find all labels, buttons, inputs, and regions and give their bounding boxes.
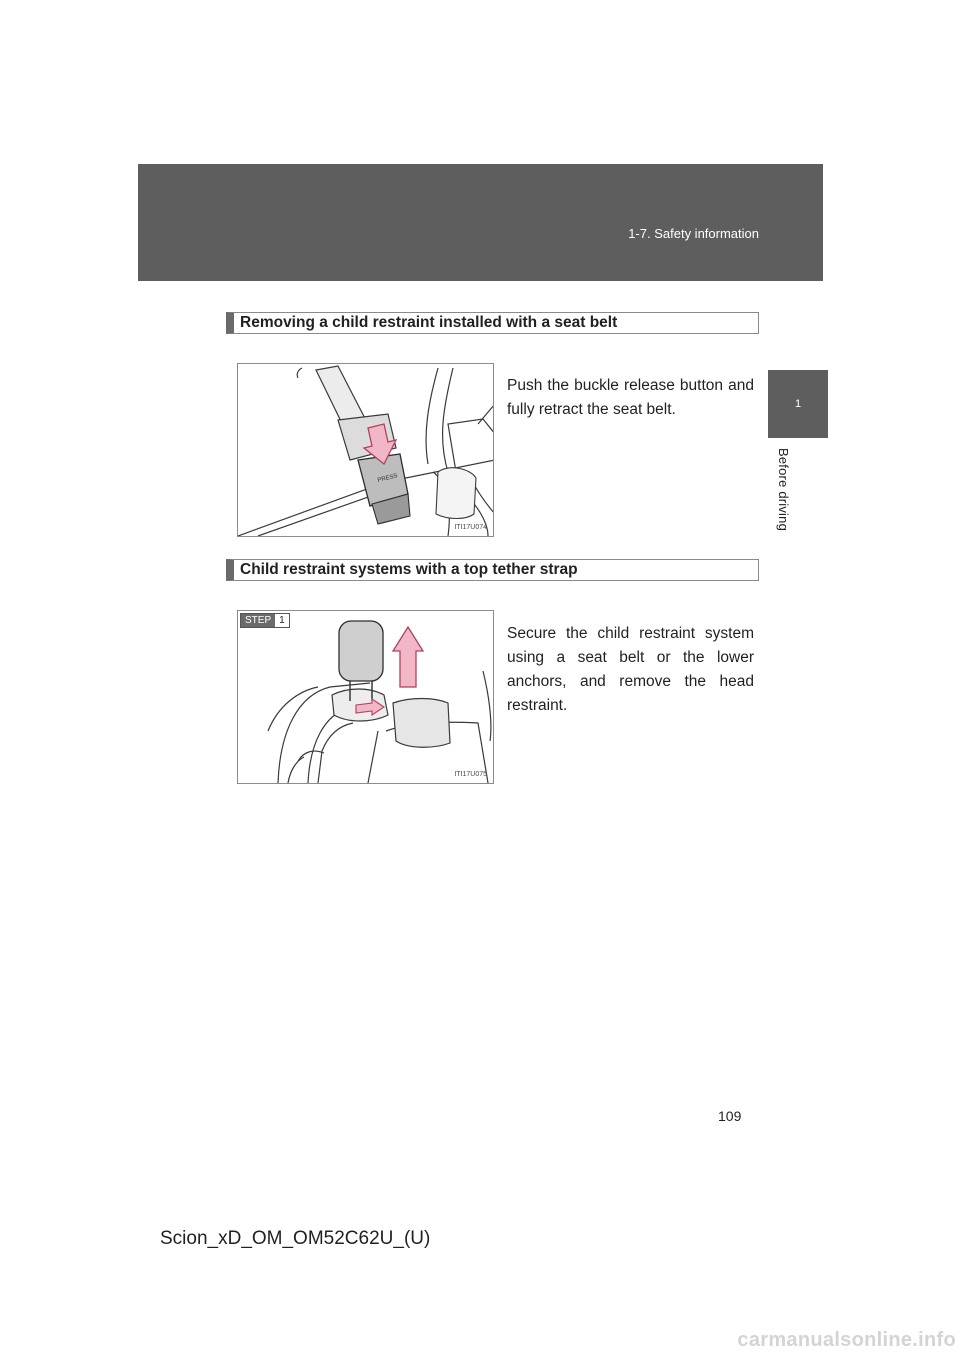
section-heading-text: Removing a child restraint installed with a seat belt [240, 314, 618, 331]
figure-code: ITI17U075 [454, 771, 487, 778]
instruction-text: Push the buckle release button and fully retract the seat belt. [507, 377, 754, 418]
header-band [138, 164, 823, 281]
figure-head-restraint [237, 610, 494, 784]
section-heading-removing [226, 312, 759, 334]
instruction-text: Secure the child restraint system using a seat belt or the lower anchors, and remove the head restraint. [507, 625, 754, 714]
page-number: 109 [718, 1108, 742, 1124]
chapter-tab[interactable] [768, 370, 828, 438]
section-heading-top-tether [226, 559, 759, 581]
head-restraint-illustration [238, 611, 494, 784]
seat-belt-buckle-illustration [238, 364, 494, 537]
section-heading-text: Child restraint systems with a top tether strap [240, 561, 578, 578]
section-title: 1-7. Safety information [628, 226, 759, 241]
watermark: carmanualsonline.info [737, 1329, 956, 1351]
footer-code: Scion_xD_OM_OM52C62U_(U) [160, 1228, 431, 1249]
figure-seat-belt-buckle [237, 363, 494, 537]
chapter-title: Before driving [776, 448, 791, 532]
press-label: PRESS [377, 473, 399, 484]
figure-code: ITI17U074 [454, 524, 487, 531]
lift-arrow-icon [393, 627, 423, 687]
step-badge [240, 613, 290, 628]
step-label: STEP [241, 614, 275, 627]
chapter-number: 1 [794, 398, 802, 410]
step-number: 1 [275, 614, 289, 627]
